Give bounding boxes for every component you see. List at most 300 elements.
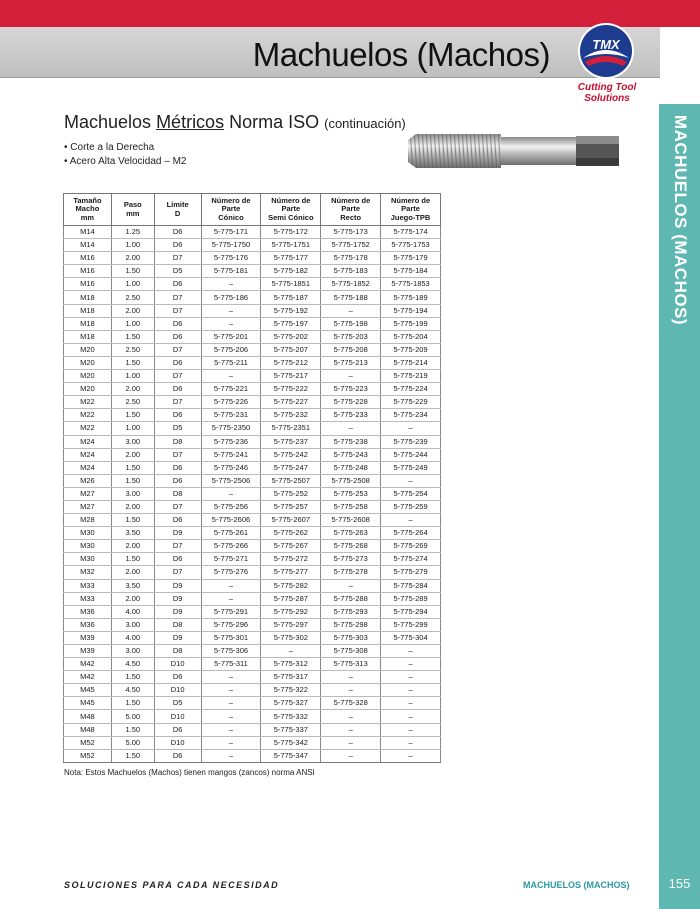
table-cell: 5-775-1753 bbox=[381, 239, 441, 252]
table-cell: 5-775-206 bbox=[201, 343, 261, 356]
table-cell: D8 bbox=[154, 618, 201, 631]
column-header bbox=[111, 194, 154, 226]
table-cell: – bbox=[381, 723, 441, 736]
table-cell: 5.00 bbox=[111, 710, 154, 723]
table-cell: M24 bbox=[64, 435, 112, 448]
table-cell: D6 bbox=[154, 749, 201, 762]
table-cell: 5-775-1752 bbox=[321, 239, 381, 252]
header-line: Semi Cónico bbox=[268, 212, 314, 222]
table-cell: 5-775-237 bbox=[261, 435, 321, 448]
table-cell: M18 bbox=[64, 317, 112, 330]
table-cell: M39 bbox=[64, 631, 112, 644]
header-line: Cónico bbox=[218, 212, 244, 222]
table-cell: M45 bbox=[64, 684, 112, 697]
table-cell: 5-775-223 bbox=[321, 383, 381, 396]
table-cell: 5-775-297 bbox=[261, 618, 321, 631]
table-cell: D9 bbox=[154, 527, 201, 540]
column-header bbox=[154, 194, 201, 226]
table-cell: 5-775-2350 bbox=[201, 422, 261, 435]
table-cell: 1.50 bbox=[111, 461, 154, 474]
table-cell: M20 bbox=[64, 343, 112, 356]
table-cell: M24 bbox=[64, 448, 112, 461]
table-cell: 5-775-192 bbox=[261, 304, 321, 317]
header-line: Parte bbox=[221, 204, 241, 214]
table-cell: 5-775-266 bbox=[201, 540, 261, 553]
table-cell: 5-775-186 bbox=[201, 291, 261, 304]
table-cell: 1.50 bbox=[111, 697, 154, 710]
table-cell: 5-775-229 bbox=[381, 396, 441, 409]
header-line: Número de bbox=[331, 195, 371, 205]
table-cell: 2.00 bbox=[111, 304, 154, 317]
table-cell: D6 bbox=[154, 239, 201, 252]
table-cell: 5-775-184 bbox=[381, 265, 441, 278]
table-cell: M28 bbox=[64, 514, 112, 527]
feature-list bbox=[64, 141, 186, 169]
table-cell: 5-775-304 bbox=[381, 631, 441, 644]
column-header bbox=[381, 194, 441, 226]
table-cell: – bbox=[321, 422, 381, 435]
title-continuation: (continuación) bbox=[324, 116, 406, 131]
table-cell: D6 bbox=[154, 723, 201, 736]
table-cell: 5-775-178 bbox=[321, 252, 381, 265]
column-header bbox=[321, 194, 381, 226]
header-line: Paso bbox=[123, 200, 142, 209]
table-cell: 4.00 bbox=[111, 605, 154, 618]
table-cell: 5-775-207 bbox=[261, 343, 321, 356]
table-cell: M32 bbox=[64, 566, 112, 579]
table-cell: – bbox=[381, 710, 441, 723]
table-cell: M16 bbox=[64, 252, 112, 265]
header-line: Macho bbox=[75, 204, 100, 214]
table-row bbox=[64, 226, 441, 239]
table-cell: M27 bbox=[64, 487, 112, 500]
table-cell: 5-775-279 bbox=[381, 566, 441, 579]
table-cell: 5-775-298 bbox=[321, 618, 381, 631]
table-row bbox=[64, 500, 441, 513]
table-cell: 5-775-253 bbox=[321, 487, 381, 500]
table-cell: – bbox=[201, 317, 261, 330]
table-cell: – bbox=[201, 684, 261, 697]
table-cell: 5-775-269 bbox=[381, 540, 441, 553]
tagline bbox=[568, 82, 646, 104]
table-row bbox=[64, 710, 441, 723]
table-row bbox=[64, 645, 441, 658]
table-row bbox=[64, 383, 441, 396]
table-row bbox=[64, 684, 441, 697]
table-cell: – bbox=[321, 579, 381, 592]
table-cell: 5-775-277 bbox=[261, 566, 321, 579]
table-cell: 5-775-172 bbox=[261, 226, 321, 239]
table-row bbox=[64, 579, 441, 592]
title-prefix: Machuelos bbox=[64, 112, 157, 132]
table-cell: 5-775-274 bbox=[381, 553, 441, 566]
table-cell: 5-775-176 bbox=[201, 252, 261, 265]
table-row bbox=[64, 396, 441, 409]
table-row bbox=[64, 330, 441, 343]
table-cell: 5-775-199 bbox=[381, 317, 441, 330]
table-cell: D6 bbox=[154, 383, 201, 396]
feature-item: • Corte a la Derecha bbox=[64, 142, 155, 153]
table-cell: 5-775-317 bbox=[261, 671, 321, 684]
table-cell: D6 bbox=[154, 356, 201, 369]
table-cell: – bbox=[381, 736, 441, 749]
table-cell: M24 bbox=[64, 461, 112, 474]
header-line: Parte bbox=[341, 204, 361, 214]
table-row bbox=[64, 435, 441, 448]
table-row bbox=[64, 278, 441, 291]
table-cell: D6 bbox=[154, 474, 201, 487]
page-number: 155 bbox=[668, 876, 691, 891]
table-cell: 5-775-257 bbox=[261, 500, 321, 513]
table-cell: 1.50 bbox=[111, 671, 154, 684]
table-cell: – bbox=[381, 474, 441, 487]
table-header-row bbox=[64, 194, 441, 226]
header-line: Juego-TPB bbox=[390, 212, 431, 222]
table-cell: 2.00 bbox=[111, 566, 154, 579]
table-cell: 5-775-212 bbox=[261, 356, 321, 369]
table-cell: 5-775-233 bbox=[321, 409, 381, 422]
table-cell: 5-775-239 bbox=[381, 435, 441, 448]
table-cell: M45 bbox=[64, 697, 112, 710]
table-cell: 5-775-244 bbox=[381, 448, 441, 461]
table-cell: 5-775-243 bbox=[321, 448, 381, 461]
table-row bbox=[64, 723, 441, 736]
table-cell: – bbox=[321, 723, 381, 736]
table-cell: 5-775-288 bbox=[321, 592, 381, 605]
table-cell: M30 bbox=[64, 540, 112, 553]
table-row bbox=[64, 592, 441, 605]
table-cell: – bbox=[201, 671, 261, 684]
table-cell: 5-775-273 bbox=[321, 553, 381, 566]
table-cell: 5-775-2608 bbox=[321, 514, 381, 527]
table-cell: D6 bbox=[154, 409, 201, 422]
table-cell: 5-775-282 bbox=[261, 579, 321, 592]
table-cell: – bbox=[381, 658, 441, 671]
table-cell: – bbox=[201, 487, 261, 500]
table-cell: 1.50 bbox=[111, 330, 154, 343]
table-cell: 5-775-236 bbox=[201, 435, 261, 448]
table-cell: 5-775-259 bbox=[381, 500, 441, 513]
table-cell: 5-775-254 bbox=[381, 487, 441, 500]
table-cell: D10 bbox=[154, 736, 201, 749]
table-cell: M42 bbox=[64, 671, 112, 684]
table-cell: – bbox=[381, 422, 441, 435]
table-row bbox=[64, 697, 441, 710]
table-cell: 5-775-291 bbox=[201, 605, 261, 618]
table-cell: M20 bbox=[64, 370, 112, 383]
table-cell: M16 bbox=[64, 265, 112, 278]
table-cell: 5-775-188 bbox=[321, 291, 381, 304]
table-cell: D7 bbox=[154, 500, 201, 513]
table-cell: 5-775-211 bbox=[201, 356, 261, 369]
table-cell: 5-775-1851 bbox=[261, 278, 321, 291]
table-cell: 5-775-208 bbox=[321, 343, 381, 356]
table-cell: 5-775-174 bbox=[381, 226, 441, 239]
table-row bbox=[64, 448, 441, 461]
table-cell: 1.50 bbox=[111, 514, 154, 527]
table-cell: D8 bbox=[154, 435, 201, 448]
table-cell: – bbox=[381, 697, 441, 710]
table-cell: M39 bbox=[64, 645, 112, 658]
footer-section-name: MACHUELOS (MACHOS) bbox=[523, 880, 630, 890]
table-cell: 1.50 bbox=[111, 749, 154, 762]
table-cell: 5-775-332 bbox=[261, 710, 321, 723]
table-cell: M42 bbox=[64, 658, 112, 671]
table-row bbox=[64, 618, 441, 631]
table-row bbox=[64, 317, 441, 330]
table-cell: 5-775-1853 bbox=[381, 278, 441, 291]
table-cell: M30 bbox=[64, 553, 112, 566]
table-cell: 5-775-248 bbox=[321, 461, 381, 474]
table-cell: 5-775-312 bbox=[261, 658, 321, 671]
page-title: Machuelos (Machos) bbox=[252, 36, 550, 73]
table-cell: – bbox=[381, 749, 441, 762]
table-cell: D6 bbox=[154, 278, 201, 291]
tap-spec-table bbox=[63, 193, 441, 763]
table-cell: 5-775-181 bbox=[201, 265, 261, 278]
table-cell: D6 bbox=[154, 671, 201, 684]
table-cell: M48 bbox=[64, 723, 112, 736]
table-cell: 2.00 bbox=[111, 540, 154, 553]
table-cell: D7 bbox=[154, 343, 201, 356]
table-cell: 5-775-173 bbox=[321, 226, 381, 239]
table-cell: M18 bbox=[64, 304, 112, 317]
table-cell: 5-775-256 bbox=[201, 500, 261, 513]
table-cell: – bbox=[321, 370, 381, 383]
column-header bbox=[64, 194, 112, 226]
table-cell: 1.50 bbox=[111, 356, 154, 369]
table-cell: 5-775-303 bbox=[321, 631, 381, 644]
table-cell: – bbox=[321, 736, 381, 749]
table-cell: 5-775-249 bbox=[381, 461, 441, 474]
table-cell: – bbox=[321, 684, 381, 697]
table-cell: D10 bbox=[154, 684, 201, 697]
header-line: Número de bbox=[390, 195, 431, 205]
table-cell: 5-775-2607 bbox=[261, 514, 321, 527]
table-row bbox=[64, 749, 441, 762]
header-line: Parte bbox=[281, 204, 301, 214]
table-cell: – bbox=[381, 684, 441, 697]
table-cell: 5-775-234 bbox=[381, 409, 441, 422]
table-cell: 5-775-347 bbox=[261, 749, 321, 762]
table-cell: 5-775-226 bbox=[201, 396, 261, 409]
table-cell: 5-775-252 bbox=[261, 487, 321, 500]
table-cell: 5-775-246 bbox=[201, 461, 261, 474]
table-cell: 5-775-268 bbox=[321, 540, 381, 553]
tagline-line2: Solutions bbox=[584, 93, 630, 104]
table-cell: M27 bbox=[64, 500, 112, 513]
table-cell: 5-775-189 bbox=[381, 291, 441, 304]
table-row bbox=[64, 304, 441, 317]
table-cell: 2.00 bbox=[111, 500, 154, 513]
table-cell: 5-775-263 bbox=[321, 527, 381, 540]
table-cell: D6 bbox=[154, 461, 201, 474]
table-cell: D10 bbox=[154, 658, 201, 671]
table-cell: M22 bbox=[64, 422, 112, 435]
table-cell: 5-775-278 bbox=[321, 566, 381, 579]
table-cell: 5-775-228 bbox=[321, 396, 381, 409]
table-cell: 5-775-2507 bbox=[261, 474, 321, 487]
table-cell: D7 bbox=[154, 540, 201, 553]
table-cell: 5-775-342 bbox=[261, 736, 321, 749]
table-cell: D6 bbox=[154, 317, 201, 330]
table-cell: – bbox=[381, 645, 441, 658]
table-cell: 1.00 bbox=[111, 370, 154, 383]
table-cell: 5-775-289 bbox=[381, 592, 441, 605]
table-row bbox=[64, 422, 441, 435]
table-row bbox=[64, 671, 441, 684]
table-row bbox=[64, 631, 441, 644]
table-cell: 5-775-241 bbox=[201, 448, 261, 461]
header-line: Número de bbox=[271, 195, 311, 205]
table-cell: D8 bbox=[154, 487, 201, 500]
table-cell: 5-775-287 bbox=[261, 592, 321, 605]
table-cell: 5-775-209 bbox=[381, 343, 441, 356]
side-tab-label: MACHUELOS (MACHOS) bbox=[671, 114, 690, 326]
table-row bbox=[64, 553, 441, 566]
table-cell: – bbox=[321, 671, 381, 684]
table-cell: 5-775-267 bbox=[261, 540, 321, 553]
table-cell: 5-775-247 bbox=[261, 461, 321, 474]
table-cell: D5 bbox=[154, 697, 201, 710]
table-cell: D9 bbox=[154, 631, 201, 644]
table-cell: 5-775-261 bbox=[201, 527, 261, 540]
table-row bbox=[64, 540, 441, 553]
table-cell: 5-775-213 bbox=[321, 356, 381, 369]
table-cell: 5-775-2506 bbox=[201, 474, 261, 487]
table-cell: 5-775-232 bbox=[261, 409, 321, 422]
table-cell: M33 bbox=[64, 592, 112, 605]
table-cell: 5-775-217 bbox=[261, 370, 321, 383]
table-cell: 5-775-222 bbox=[261, 383, 321, 396]
title-underlined: Métricos bbox=[156, 112, 225, 132]
table-cell: 1.00 bbox=[111, 278, 154, 291]
table-cell: M16 bbox=[64, 278, 112, 291]
tmx-logo bbox=[577, 22, 635, 80]
table-cell: 2.00 bbox=[111, 383, 154, 396]
header-line: Límite bbox=[166, 200, 189, 209]
table-cell: 2.50 bbox=[111, 291, 154, 304]
feature-item: • Acero Alta Velocidad – M2 bbox=[64, 156, 187, 167]
table-cell: 5-775-224 bbox=[381, 383, 441, 396]
table-cell: – bbox=[201, 710, 261, 723]
table-cell: 4.50 bbox=[111, 658, 154, 671]
column-header bbox=[201, 194, 261, 226]
table-cell: 5-775-171 bbox=[201, 226, 261, 239]
table-cell: 5-775-308 bbox=[321, 645, 381, 658]
table-row bbox=[64, 487, 441, 500]
table-cell: 3.00 bbox=[111, 618, 154, 631]
table-cell: 1.25 bbox=[111, 226, 154, 239]
header-line: Recto bbox=[340, 212, 362, 222]
table-cell: 5-775-2606 bbox=[201, 514, 261, 527]
table-cell: M26 bbox=[64, 474, 112, 487]
table-cell: – bbox=[321, 749, 381, 762]
table-cell: 5-775-327 bbox=[261, 697, 321, 710]
table-body bbox=[64, 226, 441, 763]
tap-illustration bbox=[406, 128, 621, 174]
table-cell: 5-775-322 bbox=[261, 684, 321, 697]
table-cell: 5-775-194 bbox=[381, 304, 441, 317]
table-cell: 5-775-284 bbox=[381, 579, 441, 592]
table-cell: 3.00 bbox=[111, 645, 154, 658]
table-cell: 3.00 bbox=[111, 435, 154, 448]
table-cell: 2.50 bbox=[111, 343, 154, 356]
table-cell: 5-775-292 bbox=[261, 605, 321, 618]
table-row bbox=[64, 566, 441, 579]
footer-slogan: SOLUCIONES PARA CADA NECESIDAD bbox=[64, 880, 280, 890]
table-cell: D9 bbox=[154, 605, 201, 618]
table-cell: 5-775-311 bbox=[201, 658, 261, 671]
table-cell: – bbox=[201, 278, 261, 291]
table-cell: 1.50 bbox=[111, 409, 154, 422]
table-cell: 2.00 bbox=[111, 592, 154, 605]
table-cell: M18 bbox=[64, 330, 112, 343]
table-cell: 5-775-242 bbox=[261, 448, 321, 461]
table-cell: – bbox=[381, 671, 441, 684]
table-cell: 1.50 bbox=[111, 474, 154, 487]
table-row bbox=[64, 605, 441, 618]
header-line: mm bbox=[126, 208, 140, 218]
table-cell: – bbox=[201, 579, 261, 592]
header-line: Número de bbox=[211, 195, 251, 205]
logo-text: TMX bbox=[592, 37, 620, 52]
table-cell: 5-775-231 bbox=[201, 409, 261, 422]
table-cell: 1.50 bbox=[111, 553, 154, 566]
header-line: mm bbox=[80, 212, 95, 222]
table-cell: D8 bbox=[154, 645, 201, 658]
table-row bbox=[64, 474, 441, 487]
table-cell: 5-775-219 bbox=[381, 370, 441, 383]
table-cell: – bbox=[201, 304, 261, 317]
table-cell: 4.00 bbox=[111, 631, 154, 644]
table-cell: M14 bbox=[64, 226, 112, 239]
table-row bbox=[64, 291, 441, 304]
table-cell: 5-775-296 bbox=[201, 618, 261, 631]
table-cell: 5-775-1852 bbox=[321, 278, 381, 291]
table-cell: 1.00 bbox=[111, 239, 154, 252]
table-cell: – bbox=[201, 592, 261, 605]
table-row bbox=[64, 527, 441, 540]
table-cell: 5-775-258 bbox=[321, 500, 381, 513]
table-cell: 5-775-201 bbox=[201, 330, 261, 343]
table-cell: 5-775-293 bbox=[321, 605, 381, 618]
table-cell: M33 bbox=[64, 579, 112, 592]
table-cell: – bbox=[201, 749, 261, 762]
table-row bbox=[64, 343, 441, 356]
table-cell: M22 bbox=[64, 396, 112, 409]
table-cell: 5-775-187 bbox=[261, 291, 321, 304]
table-cell: D7 bbox=[154, 252, 201, 265]
table-row bbox=[64, 514, 441, 527]
table-cell: D6 bbox=[154, 553, 201, 566]
table-cell: 2.00 bbox=[111, 252, 154, 265]
table-cell: M52 bbox=[64, 736, 112, 749]
table-row bbox=[64, 658, 441, 671]
table-cell: 3.50 bbox=[111, 579, 154, 592]
table-cell: – bbox=[201, 370, 261, 383]
table-cell: 3.00 bbox=[111, 487, 154, 500]
header-line: D bbox=[174, 208, 181, 218]
title-suffix: Norma ISO bbox=[224, 112, 325, 132]
table-cell: 5-775-299 bbox=[381, 618, 441, 631]
table-cell: 3.50 bbox=[111, 527, 154, 540]
table-cell: D7 bbox=[154, 291, 201, 304]
table-cell: 5-775-313 bbox=[321, 658, 381, 671]
table-cell: 5-775-272 bbox=[261, 553, 321, 566]
table-cell: 5-775-337 bbox=[261, 723, 321, 736]
table-cell: D7 bbox=[154, 370, 201, 383]
